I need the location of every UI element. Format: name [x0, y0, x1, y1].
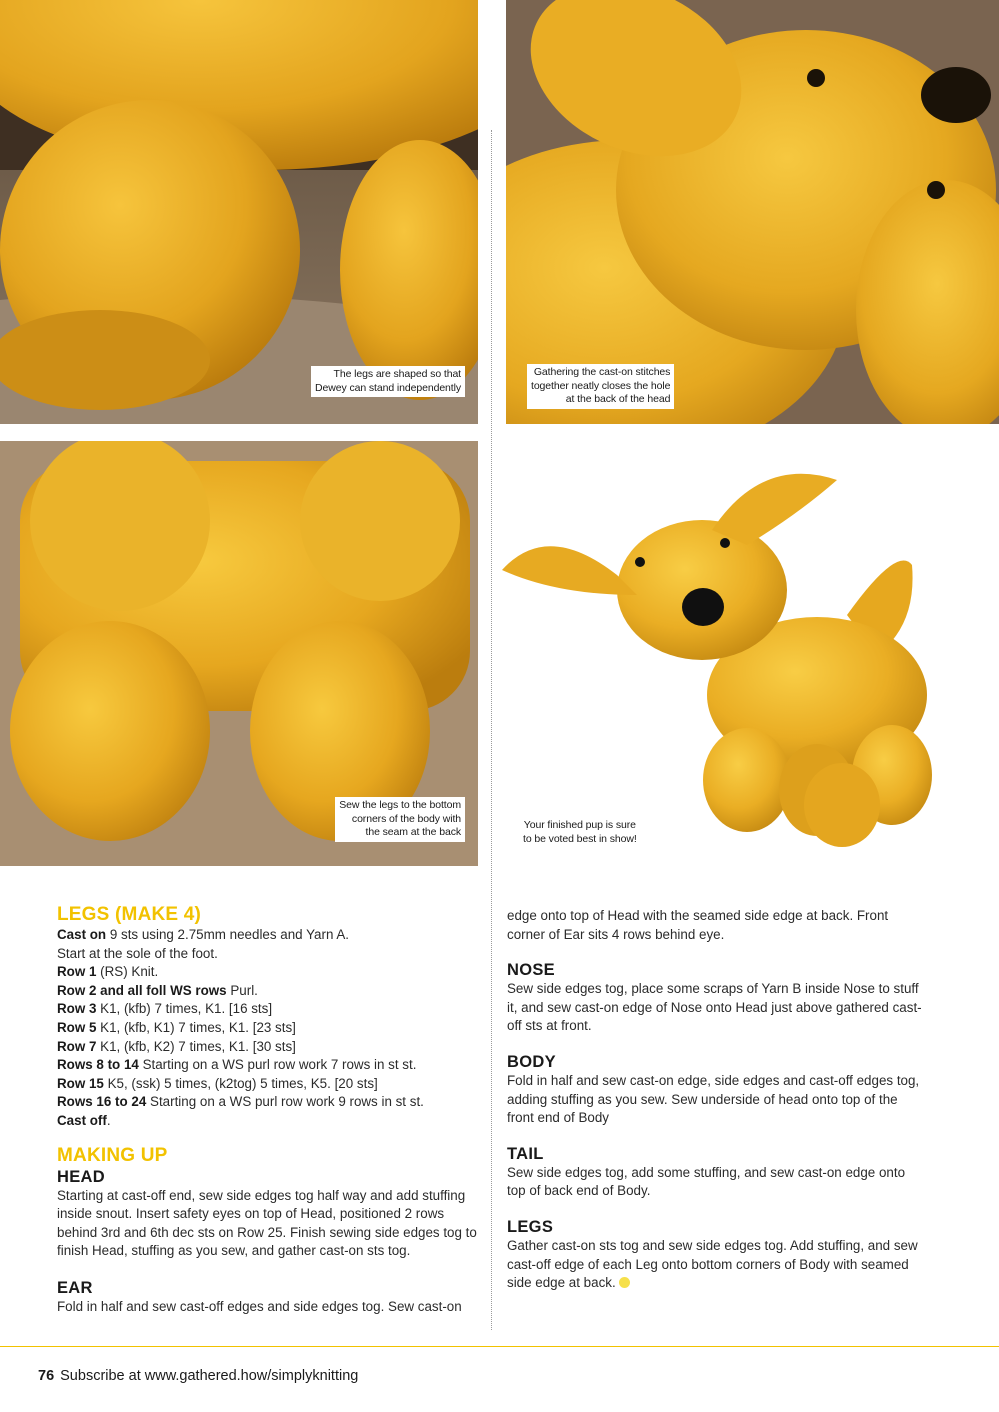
caption-line: Gathering the cast-on stitches — [533, 366, 671, 378]
ear-instructions-continued: edge onto top of Head with the seamed side edge at back. Front corner of Ear sits 4 rows behind eye. — [507, 908, 889, 942]
head-instructions: Starting at cast-off end, sew side edges tog half way and add stuffing inside snout. Insert safety eyes on top of Head, positioned 2 rows behind 3rd and 6th dec sts on Row 25. Finish sewing side edges tog to finish Head, stuffing as you sew, and gather cast-on sts tog. — [57, 1187, 477, 1259]
pattern-line-text: K1, (kfb, K2) 7 times, K1. [30 sts] — [96, 1038, 296, 1054]
legs-pattern — [57, 926, 477, 1131]
caption-line: Dewey can stand independently — [315, 381, 461, 394]
photo-body — [0, 441, 478, 866]
pattern-line — [57, 1038, 477, 1057]
photo-finished-pup-caption — [519, 817, 641, 848]
legs-instructions — [507, 1237, 927, 1293]
pattern-line-text: (RS) Knit. — [96, 964, 159, 980]
pattern-line-text: Start at the sole of the foot. — [57, 945, 218, 961]
subscribe-link[interactable]: Subscribe at www.gathered.how/simplyknitting — [60, 1368, 359, 1384]
pattern-line — [57, 1075, 477, 1094]
caption-line: The legs are shaped so that — [333, 368, 461, 380]
legs-section-title: LEGS (MAKE 4) — [57, 904, 202, 925]
photo-legs — [0, 0, 478, 424]
pattern-line-text: K1, (kfb, K1) 7 times, K1. [23 sts] — [96, 1019, 296, 1035]
pattern-line — [57, 1019, 477, 1038]
pattern-line-label: Row 15 — [57, 1075, 104, 1091]
photo-legs-caption — [311, 366, 465, 397]
pattern-line-label: Row 3 — [57, 1001, 97, 1017]
pattern-line-label: Row 7 — [57, 1038, 97, 1054]
tail-instructions: Sew side edges tog, add some stuffing, and sew cast-on edge onto top of back end of Body. — [507, 1164, 906, 1199]
pattern-line-text: 9 sts using 2.75mm needles and Yarn A. — [106, 927, 350, 942]
caption-line: the seam at the back — [365, 826, 461, 838]
tail-subtitle: TAIL — [507, 1144, 544, 1163]
pattern-line — [57, 1056, 477, 1075]
caption-line: at the back of the head — [565, 393, 671, 405]
pattern-line-text: Starting on a WS purl row work 7 rows in st st. — [138, 1057, 417, 1073]
pattern-line-text: K5, (ssk) 5 times, (k2tog) 5 times, K5. [20 sts] — [103, 1075, 378, 1091]
end-mark-icon — [619, 1277, 630, 1288]
making-up-title: MAKING UP — [57, 1144, 168, 1166]
photo-head — [506, 0, 999, 424]
right-column — [507, 907, 927, 1293]
photo-finished-pup — [497, 455, 947, 865]
pattern-line — [57, 982, 477, 1001]
pattern-line — [57, 945, 477, 964]
nose-instructions: Sew side edges tog, place some scraps of Yarn B inside Nose to stuff it, and sew cast-on edge of Nose onto Head just above gathered cast-off sts at front. — [507, 981, 922, 1034]
pattern-line-label: Cast off — [57, 1112, 107, 1128]
ear-instructions: Fold in half and sew cast-off edges and side edges tog. Sew cast-on — [57, 1298, 462, 1314]
caption-line: to be voted best in show! — [523, 832, 637, 845]
pattern-line-label: Row 5 — [57, 1019, 97, 1035]
photo-head-caption — [527, 364, 674, 409]
pattern-line — [57, 1000, 477, 1019]
body-instructions: Fold in half and sew cast-on edge, side edges and cast-off edges tog, adding stuffing as you sew. Sew underside of head onto top of the front end of Body — [507, 1072, 920, 1126]
ear-subtitle: EAR — [57, 1278, 93, 1297]
pattern-line-text: K1, (kfb) 7 times, K1. [16 sts] — [96, 1001, 273, 1017]
pattern-line-text: Purl. — [226, 982, 258, 998]
pattern-line-label: Rows 16 to 24 — [57, 1094, 147, 1110]
pattern-line — [57, 1112, 477, 1131]
footer — [38, 1368, 358, 1384]
pattern-line-text: Starting on a WS purl row work 9 rows in st st. — [146, 1094, 424, 1110]
photo-legs-image — [0, 0, 478, 424]
photo-body-caption — [335, 797, 465, 842]
caption-line: together neatly closes the hole — [531, 379, 671, 392]
pattern-line-label: Row 1 — [57, 964, 97, 980]
photo-finished-pup-image — [497, 455, 947, 865]
pattern-line-label: Cast on — [57, 927, 107, 942]
page-number: 76 — [38, 1368, 55, 1384]
pattern-line-label: Rows 8 to 14 — [57, 1057, 139, 1073]
caption-line: corners of the body with — [351, 812, 461, 825]
caption-line: Sew the legs to the bottom — [339, 799, 461, 811]
pattern-line-text: . — [106, 1112, 111, 1128]
legs-instructions-text: Gather cast-on sts tog and sew side edges tog. Add stuffing, and sew cast-off edge of each Leg onto bottom corners of Body with seamed side edge at back. — [507, 1237, 918, 1291]
pattern-line-label: Row 2 and all foll WS rows — [57, 982, 227, 998]
footer-rule — [0, 1346, 999, 1347]
pattern-line — [57, 1093, 477, 1112]
pattern-line — [57, 926, 477, 945]
left-column — [57, 904, 477, 1317]
pattern-line — [57, 963, 477, 982]
caption-line: Your finished pup is sure — [523, 819, 636, 831]
column-divider — [491, 130, 492, 1330]
photo-head-image — [506, 0, 999, 424]
nose-subtitle: NOSE — [507, 961, 555, 980]
body-subtitle: BODY — [507, 1052, 556, 1071]
head-subtitle: HEAD — [57, 1167, 105, 1186]
legs-subtitle: LEGS — [507, 1217, 554, 1236]
